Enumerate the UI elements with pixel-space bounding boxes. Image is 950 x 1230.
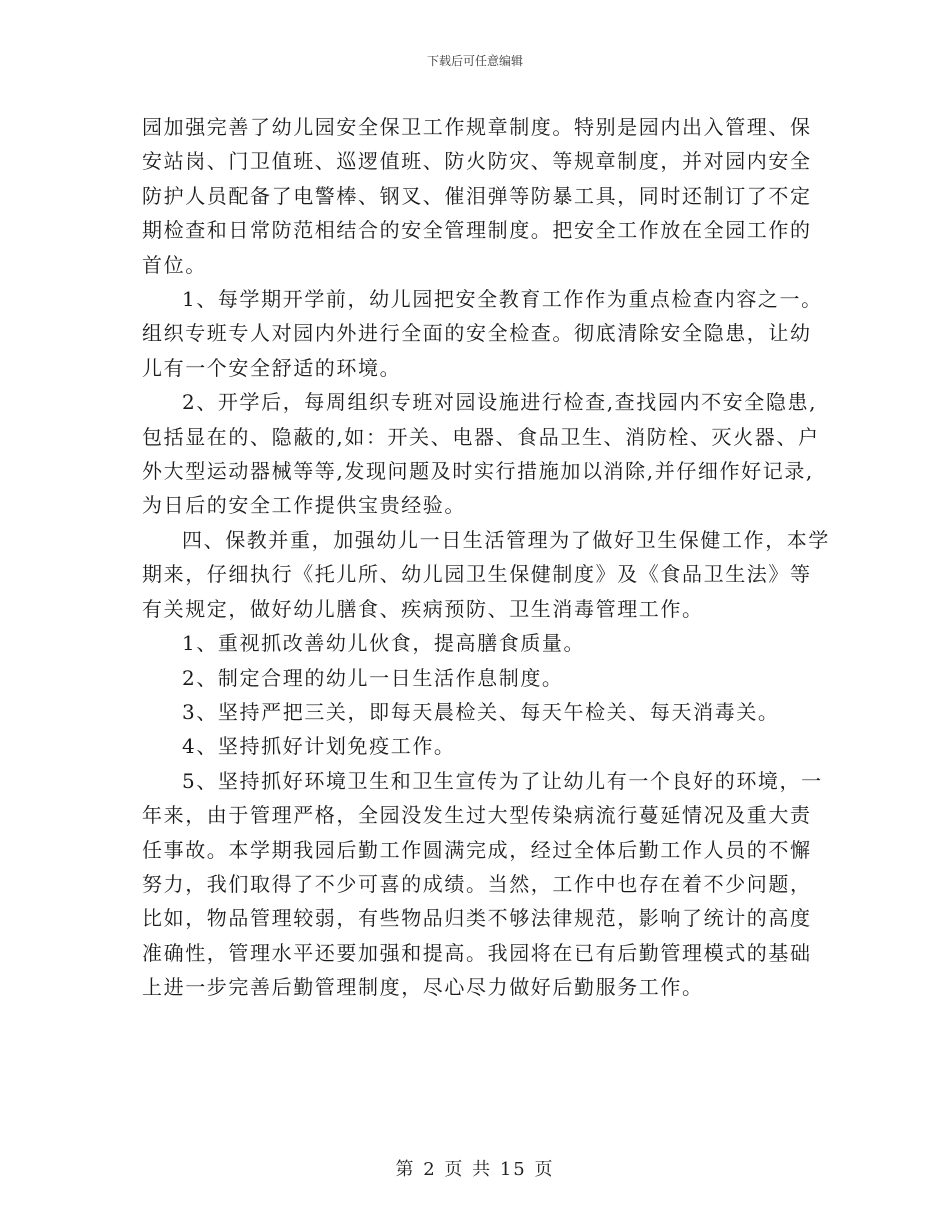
paragraph-7: 3、坚持严把三关，即每天晨检关、每天午检关、每天消毒关。 xyxy=(182,699,780,724)
paragraph-2: 1、每学期开学前，幼儿园把安全教育工作作为重点检查内容之一。组织专班专人对园内外进行全面的安全检查。彻底清除安全隐患，让幼儿有一个安全舒适的环境。 xyxy=(142,287,823,380)
paragraph-6: 2、制定合理的幼儿一日生活作息制度。 xyxy=(182,665,564,690)
page-header: 下载后可任意编辑 xyxy=(426,54,523,68)
paragraph-8: 4、坚持抓好计划免疫工作。 xyxy=(182,734,456,759)
paragraph-5: 1、重视抓改善幼儿伙食，提高膳食质量。 xyxy=(182,631,586,656)
paragraph-4: 四、保教并重，加强幼儿一日生活管理为了做好卫生保健工作，本学期来，仔细执行《托儿所、幼儿园卫生保健制度》及《食品卫生法》等有关规定，做好幼儿膳食、疾病预防、卫生消毒管理工作。 xyxy=(142,527,830,621)
page-number-footer: 第 2 页 共 15 页 xyxy=(395,1159,555,1180)
paragraph-9: 5、坚持抓好环境卫生和卫生宣传为了让幼儿有一个良好的环境，一年来，由于管理严格，全园没发生过大型传染病流行蔓延情况及重大责任事故。本学期我园后勤工作圆满完成，经过全体后勤工作人员的不懈努力，我们取得了不少可喜的成绩。当然，工作中也存在着不少问题，比如，物品管理较弱，有些物品归类不够法律规范，影响了统计的高度准确性，管理水平还要加强和提高。我园将在已有后勤管理模式的基础上进一步完善后勤管理制度，尽心尽力做好后勤服务工作。 xyxy=(142,768,823,1000)
paragraph-3: 2、开学后，每周组织专班对园设施进行检查,查找园内不安全隐患,包括显在的、隐蔽的,如：开关、电器、食品卫生、消防栓、灭火器、户外大型运动器械等等,发现问题及时实行措施加以消除,并仔细作好记录,为日后的安全工作提供宝贵经验。 xyxy=(142,390,820,518)
document-body xyxy=(142,110,832,1005)
paragraph-1: 园加强完善了幼儿园安全保卫工作规章制度。特别是园内出入管理、保安站岗、门卫值班、巡逻值班、防火防灾、等规章制度，并对园内安全防护人员配备了电警棒、钢叉、催泪弹等防暴工具，同时还制订了不定期检查和日常防范相结合的安全管理制度。把安全工作放在全园工作的首位。 xyxy=(142,115,812,277)
